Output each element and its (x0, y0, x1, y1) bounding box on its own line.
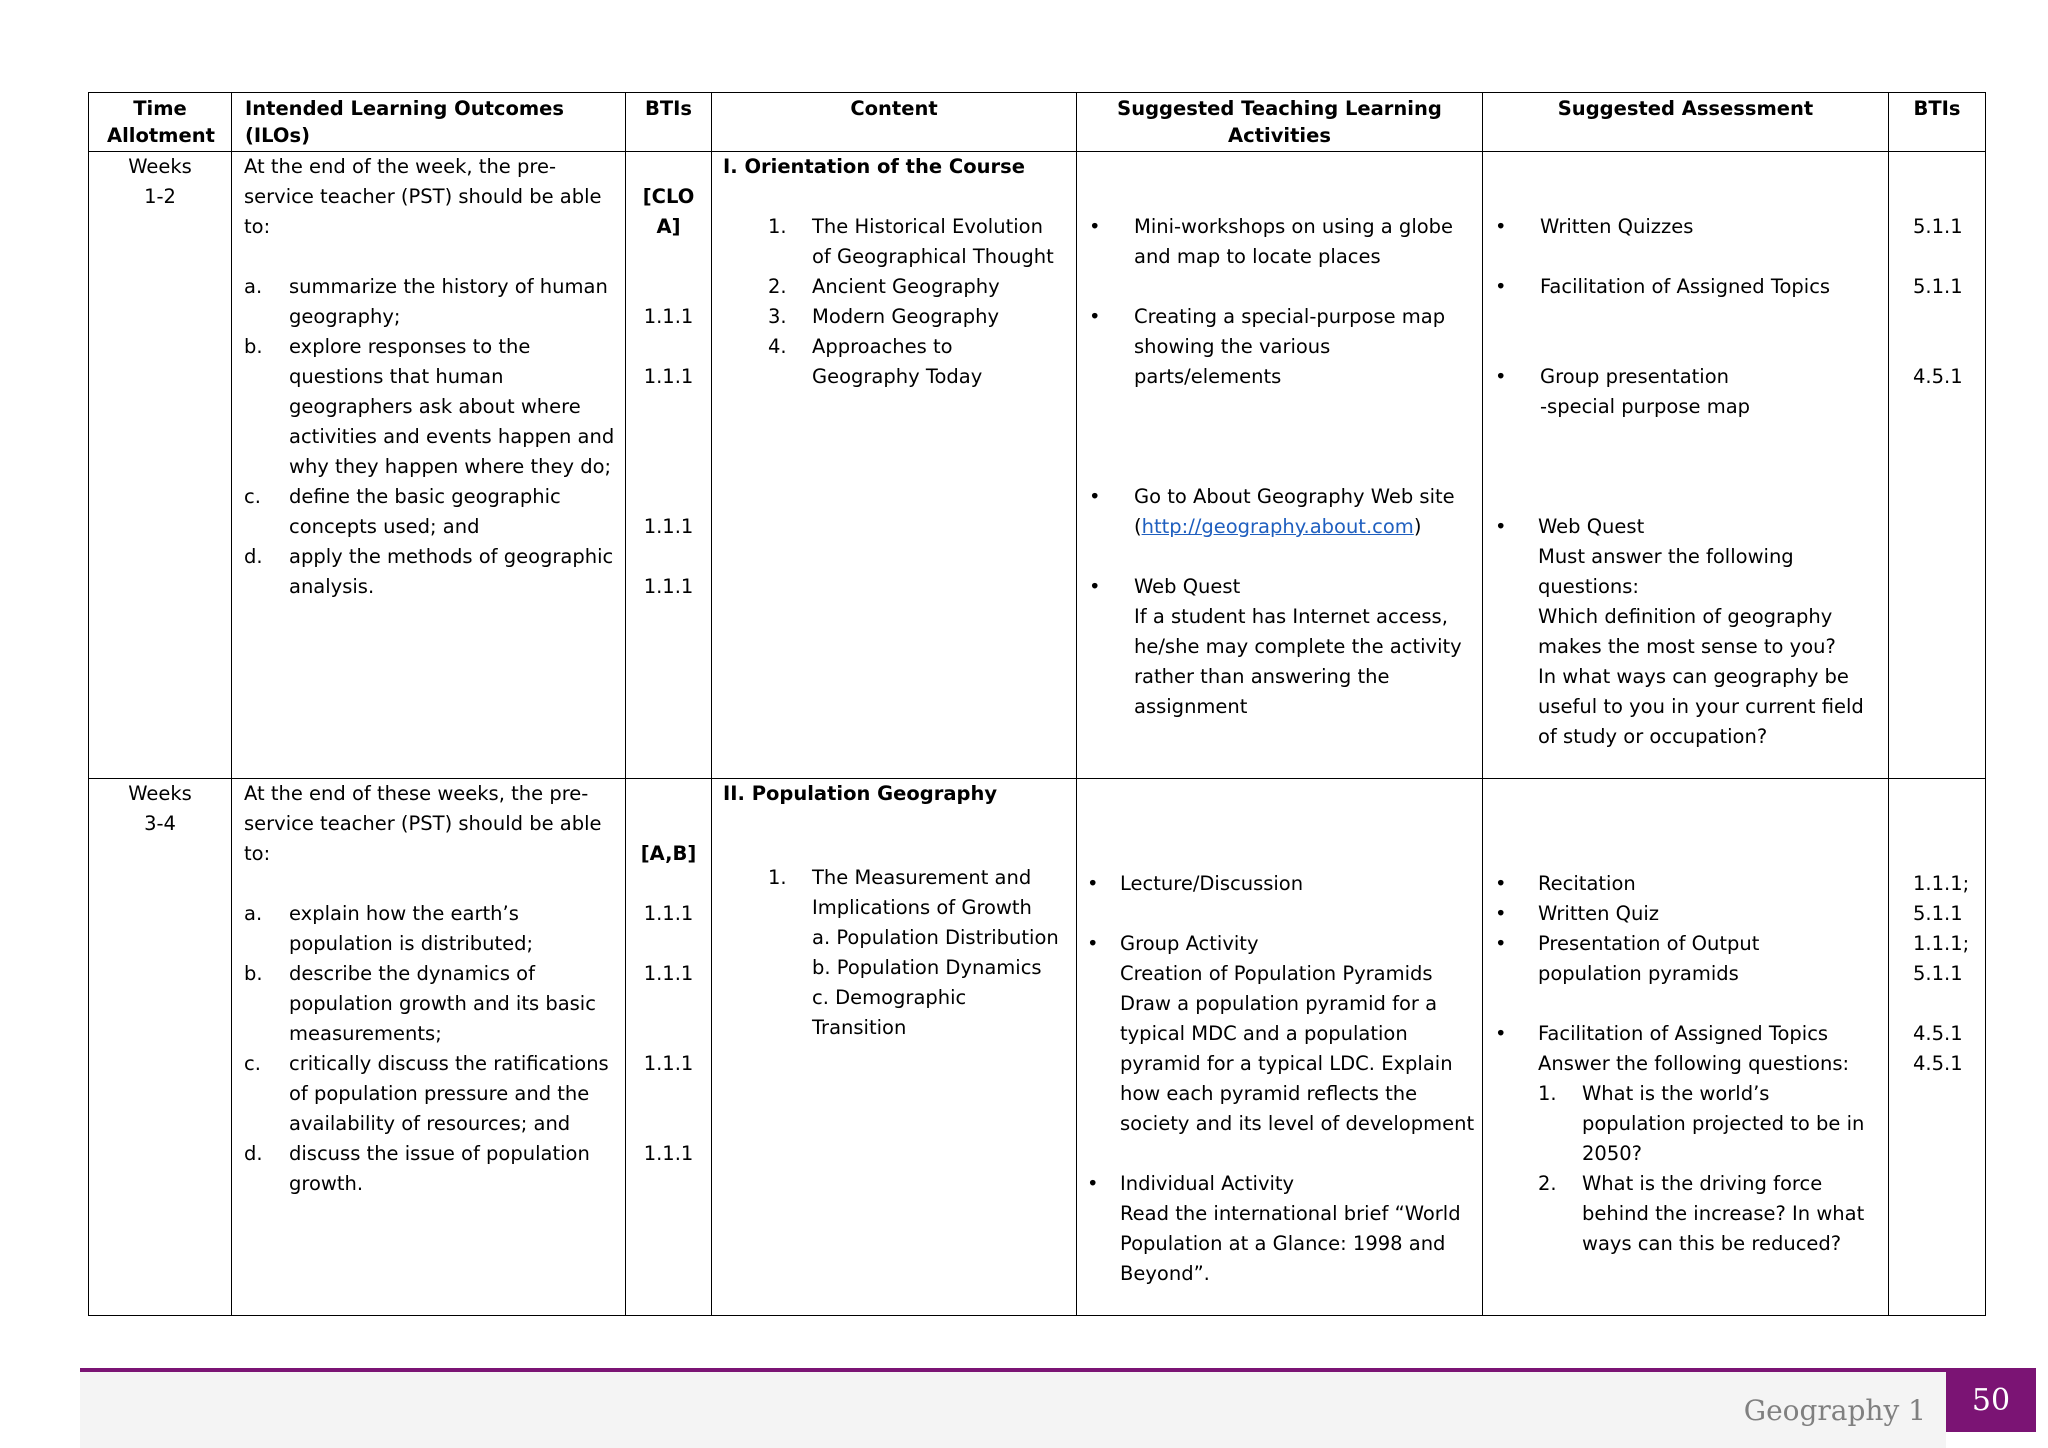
list-item: measurements; (289, 1022, 442, 1045)
list-item: critically discuss the ratifications (289, 1052, 609, 1075)
header-time-allotment: Time Allotment (89, 93, 232, 152)
list-item: of population pressure and the (289, 1082, 590, 1105)
list-item: he/she may complete the activity (1134, 635, 1462, 658)
bti-value: 1.1.1; (1913, 872, 1970, 895)
list-item: define the basic geographic (289, 485, 561, 508)
table-header-row (89, 93, 1986, 152)
header-ilos: Intended Learning Outcomes (ILOs) (232, 93, 626, 152)
content-cell (712, 779, 1077, 1316)
list-item: summarize the history of human (289, 275, 608, 298)
bti-cell (626, 152, 712, 779)
ilo-cell (232, 152, 626, 779)
list-item: 2050? (1582, 1142, 1642, 1165)
list-item: how each pyramid reflects the (1120, 1082, 1418, 1105)
list-marker: a. (244, 275, 263, 298)
bullet-icon: • (1087, 1172, 1099, 1195)
list-item: What is the driving force (1582, 1172, 1823, 1195)
bti-value: 1.1.1 (643, 575, 694, 598)
list-item: Implications of Growth (812, 896, 1032, 919)
list-marker: 1. (768, 866, 787, 889)
list-item: Beyond”. (1120, 1262, 1210, 1285)
content-title: I. Orientation of the Course (723, 155, 1025, 178)
bti-value: 5.1.1 (1913, 962, 1963, 985)
list-item: Group Activity (1120, 932, 1259, 955)
bti-value: 4.5.1 (1913, 1052, 1963, 1075)
list-item: Transition (812, 1016, 907, 1039)
list-item: availability of resources; and (289, 1112, 571, 1135)
bti-value: 1.1.1 (643, 515, 694, 538)
ilo-intro-line: to: (244, 215, 271, 238)
list-item: Facilitation of Assigned Topics (1540, 275, 1831, 298)
bti-value: 5.1.1 (1913, 275, 1963, 298)
list-marker: 1. (768, 215, 787, 238)
list-item: c. Demographic (812, 986, 967, 1009)
bullet-icon: • (1495, 515, 1507, 538)
assessment-cell (1483, 152, 1889, 779)
list-item: growth. (289, 1172, 364, 1195)
time-weeks: Weeks (128, 782, 192, 805)
list-item: concepts used; and (289, 515, 480, 538)
footer-band (80, 1372, 1946, 1448)
list-item: Lecture/Discussion (1120, 872, 1304, 895)
list-marker: c. (244, 485, 261, 508)
bullet-icon: • (1089, 305, 1101, 328)
header-content: Content (712, 93, 1077, 152)
bullet-icon: • (1495, 902, 1507, 925)
list-item: Ancient Geography (812, 275, 1000, 298)
ilo-intro-line: At the end of these weeks, the pre- (244, 782, 589, 805)
list-item: showing the various (1134, 335, 1331, 358)
list-item: Web Quest (1538, 515, 1645, 538)
list-marker: d. (244, 1142, 263, 1165)
header-teaching-activities: Suggested Teaching Learning Activities (1077, 93, 1483, 152)
list-item: population growth and its basic (289, 992, 596, 1015)
list-item: activities and events happen and (289, 425, 615, 448)
header-btis: BTIs (626, 93, 712, 152)
list-marker: b. (244, 962, 263, 985)
bullet-icon: • (1495, 932, 1507, 955)
list-item: Group presentation (1540, 365, 1729, 388)
list-item: Individual Activity (1120, 1172, 1295, 1195)
list-item: The Historical Evolution (812, 215, 1043, 238)
link-paren-close: ) (1413, 515, 1422, 538)
list-item: Written Quizzes (1540, 215, 1694, 238)
bti-value: 4.5.1 (1913, 365, 1963, 388)
list-item: a. Population Distribution (812, 926, 1059, 949)
list-item: Approaches to (812, 335, 953, 358)
ilo-cell (232, 779, 626, 1316)
bti-cell (626, 779, 712, 1316)
bullet-icon: • (1087, 872, 1099, 895)
ilo-intro-line: At the end of the week, the pre- (244, 155, 556, 178)
list-item: Written Quiz (1538, 902, 1660, 925)
list-item: In what ways can geography be (1538, 665, 1849, 688)
bullet-icon: • (1495, 1022, 1507, 1045)
bullet-icon: • (1495, 215, 1507, 238)
bti-value: 1.1.1 (643, 1052, 694, 1075)
activities-cell (1077, 152, 1483, 779)
list-item: Population at a Glance: 1998 and (1120, 1232, 1446, 1255)
list-item: The Measurement and (812, 866, 1032, 889)
list-item: Answer the following questions: (1538, 1052, 1850, 1075)
list-item: geography; (289, 305, 401, 328)
list-marker: 4. (768, 335, 787, 358)
bullet-icon: • (1495, 872, 1507, 895)
bullet-icon: • (1087, 932, 1099, 955)
bti-value: 1.1.1 (643, 365, 694, 388)
list-item: b. Population Dynamics (812, 956, 1042, 979)
list-item: Creating a special-purpose map (1134, 305, 1446, 328)
table-row (89, 779, 1986, 1316)
page-number: 50 (1946, 1368, 2036, 1432)
assessment-cell (1483, 779, 1889, 1316)
list-marker: 2. (768, 275, 787, 298)
list-item: Geography Today (812, 365, 983, 388)
list-item: explore responses to the (289, 335, 531, 358)
list-item: -special purpose map (1540, 395, 1751, 418)
list-item: behind the increase? In what (1582, 1202, 1865, 1225)
list-item: of study or occupation? (1538, 725, 1768, 748)
list-item: Which definition of geography (1538, 605, 1833, 628)
list-item: geographers ask about where (289, 395, 581, 418)
content-title: II. Population Geography (723, 782, 998, 805)
geography-website-link[interactable]: http://geography.about.com (1141, 515, 1414, 538)
list-item: What is the world’s (1582, 1082, 1770, 1105)
bti-value: 5.1.1 (1913, 902, 1963, 925)
list-item: and map to locate places (1134, 245, 1381, 268)
bullet-icon: • (1089, 215, 1101, 238)
bti-value: 1.1.1; (1913, 932, 1970, 955)
bti-header: [A,B] (640, 842, 697, 865)
list-item: population projected to be in (1582, 1112, 1865, 1135)
list-marker: 3. (768, 305, 787, 328)
list-item: of Geographical Thought (812, 245, 1054, 268)
list-item (1134, 512, 1421, 542)
bti-header: A] (656, 215, 681, 238)
list-item: Creation of Population Pyramids (1120, 962, 1433, 985)
list-item: Recitation (1538, 872, 1636, 895)
list-item: pyramid for a typical LDC. Explain (1120, 1052, 1453, 1075)
link-paren-open: ( (1134, 515, 1142, 538)
list-item: ways can this be reduced? (1582, 1232, 1842, 1255)
bti-value: 4.5.1 (1913, 1022, 1963, 1045)
time-allotment-cell (89, 779, 232, 1316)
bullet-icon: • (1495, 365, 1507, 388)
header-btis-2: BTIs (1889, 93, 1986, 152)
list-item: explain how the earth’s (289, 902, 519, 925)
list-marker: 2. (1538, 1172, 1557, 1195)
list-item: typical MDC and a population (1120, 1022, 1408, 1045)
content-cell (712, 152, 1077, 779)
list-marker: 1. (1538, 1082, 1557, 1105)
list-item: Mini-workshops on using a globe (1134, 215, 1454, 238)
activities-cell (1077, 779, 1483, 1316)
list-item: makes the most sense to you? (1538, 635, 1836, 658)
list-marker: c. (244, 1052, 261, 1075)
list-item: rather than answering the (1134, 665, 1390, 688)
ilo-intro-line: to: (244, 842, 271, 865)
list-item: Read the international brief “World (1120, 1202, 1461, 1225)
list-item: apply the methods of geographic (289, 545, 614, 568)
bti-value: 1.1.1 (643, 305, 694, 328)
list-item: population is distributed; (289, 932, 534, 955)
ilo-intro-line: service teacher (PST) should be able (244, 812, 602, 835)
list-item: parts/elements (1134, 365, 1282, 388)
list-item: why they happen where they do; (289, 455, 612, 478)
bti-value: 1.1.1 (643, 902, 694, 925)
footer-title: Geography 1 (1743, 1394, 1926, 1427)
list-item: Presentation of Output (1538, 932, 1760, 955)
list-item: questions: (1538, 575, 1639, 598)
time-weeks: Weeks (128, 155, 192, 178)
list-item: describe the dynamics of (289, 962, 535, 985)
list-marker: b. (244, 335, 263, 358)
time-range: 3-4 (144, 812, 176, 835)
list-marker: a. (244, 902, 263, 925)
ilo-intro-line: service teacher (PST) should be able (244, 185, 602, 208)
list-item: assignment (1134, 695, 1248, 718)
list-item: useful to you in your current field (1538, 695, 1864, 718)
bti-value: 1.1.1 (643, 962, 694, 985)
bullet-icon: • (1089, 485, 1101, 508)
list-item: If a student has Internet access, (1134, 605, 1448, 628)
bti-value: 5.1.1 (1913, 215, 1963, 238)
list-item: questions that human (289, 365, 504, 388)
list-item: Facilitation of Assigned Topics (1538, 1022, 1829, 1045)
bti-header: [CLO (642, 185, 695, 208)
time-range: 1-2 (144, 185, 176, 208)
bullet-icon: • (1089, 575, 1101, 598)
syllabus-table (88, 92, 1986, 1316)
list-item: Must answer the following (1538, 545, 1794, 568)
list-item: Draw a population pyramid for a (1120, 992, 1438, 1015)
list-item: analysis. (289, 575, 375, 598)
header-assessment: Suggested Assessment (1483, 93, 1889, 152)
bti2-cell (1889, 779, 1986, 1316)
list-item: Go to About Geography Web site (1134, 485, 1455, 508)
bti2-cell (1889, 152, 1986, 779)
list-item: population pyramids (1538, 962, 1739, 985)
table-row (89, 152, 1986, 779)
bullet-icon: • (1495, 275, 1507, 298)
list-item: Modern Geography (812, 305, 1000, 328)
list-item: society and its level of development (1120, 1112, 1475, 1135)
list-item: Web Quest (1134, 575, 1241, 598)
list-marker: d. (244, 545, 263, 568)
bti-value: 1.1.1 (643, 1142, 694, 1165)
time-allotment-cell (89, 152, 232, 779)
list-item: discuss the issue of population (289, 1142, 590, 1165)
